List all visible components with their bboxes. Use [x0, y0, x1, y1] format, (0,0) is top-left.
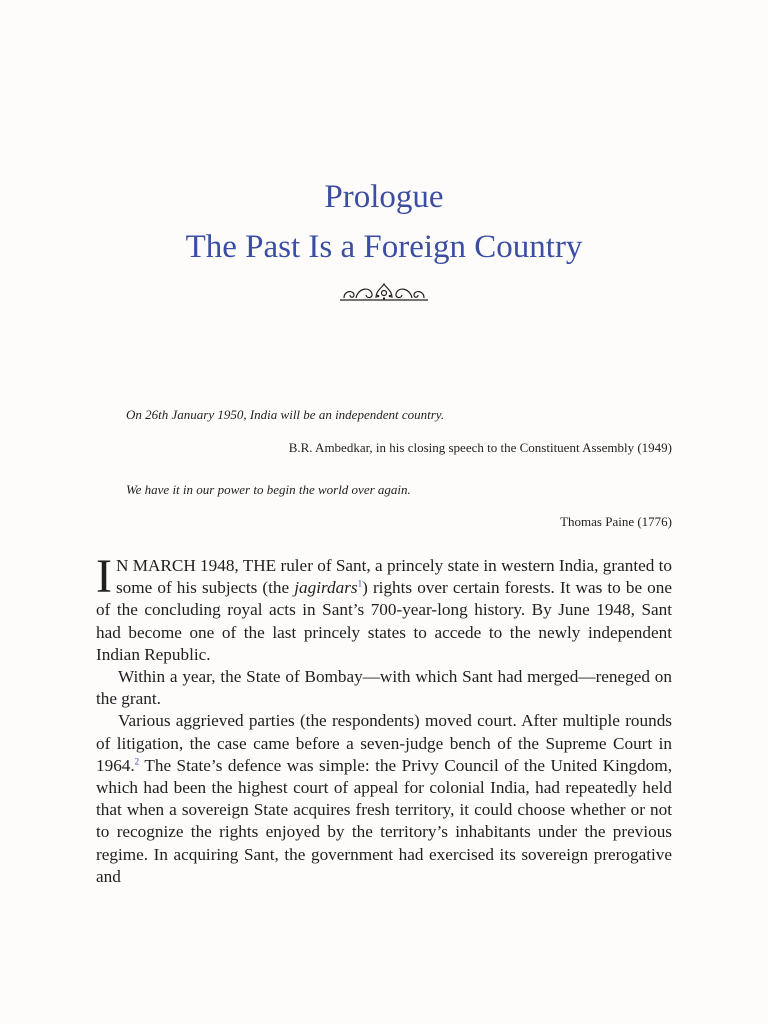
- paragraph-text: Various aggrieved parties (the respondents) moved court. After multiple rounds of litigation, the case came before a seven-judge bench of the Supreme Court in 1964.: [96, 711, 672, 775]
- epigraph-text: On 26th January 1950, India will be an independent country.: [126, 407, 445, 422]
- paragraph-text: The State’s defence was simple: the Privy Council of the United Kingdom, which had been the highest court of appeal for colonial India, had repeatedly held that when a sovereign State acquires fresh territory, it could choose whether or not to recognize the rights enjoyed by the territory’s inhabitants under the previous regime. In acquiring Sant, the government had exercised its sovereign prerogative and: [96, 755, 672, 886]
- chapter-heading: [0, 172, 768, 272]
- epigraph-quote: [126, 407, 672, 423]
- chapter-label: Prologue: [324, 179, 444, 215]
- lead-in: N MARCH 1948, THE: [115, 556, 277, 575]
- paragraph: [96, 550, 672, 666]
- epigraph-quote: [126, 482, 672, 498]
- epigraph-attribution: [126, 514, 672, 530]
- chapter-title: The Past Is a Foreign Country: [185, 229, 583, 265]
- body-text: [96, 550, 672, 888]
- paragraph: Within a year, the State of Bombay—with which Sant had merged—reneged on the grant.: [96, 667, 672, 709]
- epigraph-text: We have it in our power to begin the world over again.: [126, 482, 411, 497]
- footnote-ref[interactable]: 2: [134, 756, 140, 767]
- footnote-ref[interactable]: 1: [357, 578, 363, 589]
- drop-cap: I: [96, 550, 112, 603]
- epigraph-attribution: [126, 440, 672, 456]
- attribution-text: Thomas Paine (1776): [560, 514, 672, 529]
- paragraph-text: ) rights over certain forests. It was to be one of the concluding royal acts in Sant’s 700-year-long history. By June 1948, Sant had become one of the last princely states to accede to the newly independent Indian Republic.: [96, 578, 672, 664]
- decorative-flourish-icon: [338, 278, 430, 304]
- attribution-text: B.R. Ambedkar, in his closing speech to the Constituent Assembly (1949): [288, 440, 672, 455]
- paragraph-text: ruler of Sant, a princely state in western India, granted to some of his subjects (the: [115, 556, 672, 598]
- paragraph: [96, 710, 672, 888]
- italic-term: jagirdars: [294, 578, 358, 598]
